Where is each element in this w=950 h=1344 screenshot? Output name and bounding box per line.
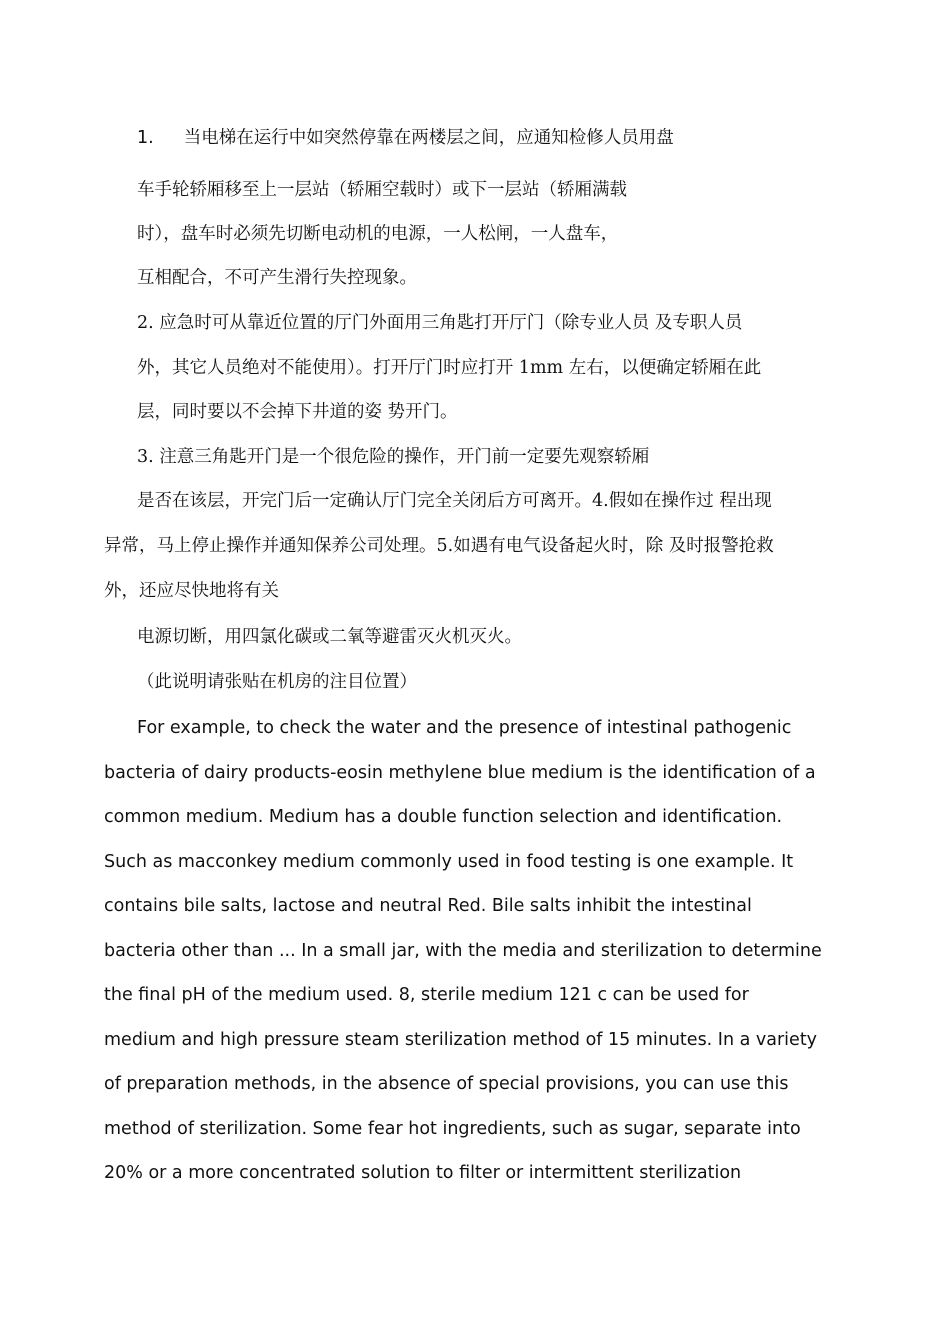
line-text: 当电梯在运行中如突然停靠在两楼层之间，应通知检修人员用盘 bbox=[183, 128, 674, 148]
paragraph-line bbox=[137, 126, 674, 150]
paragraph-line: contains bile salts, lactose and neutral Red. Bile salts inhibit the intestinal bbox=[104, 896, 752, 916]
notice-line: （此说明请张贴在机房的注目位置） bbox=[137, 672, 417, 692]
paragraph-line: 时），盘车时必须先切断电动机的电源，一人松闸，一人盘车， bbox=[137, 224, 619, 244]
paragraph-line: 3. 注意三角匙开门是一个很危险的操作，开门前一定要先观察轿厢 bbox=[137, 447, 650, 467]
paragraph-line: 外，还应尽快地将有关 bbox=[104, 581, 279, 601]
paragraph-line: bacteria other than ... In a small jar, with the media and sterilization to determine bbox=[104, 941, 822, 961]
list-number: 1. bbox=[137, 128, 154, 148]
paragraph-line: bacteria of dairy products-eosin methylene blue medium is the identification of a bbox=[104, 763, 816, 783]
paragraph-line: 2. 应急时可从靠近位置的厅门外面用三角匙打开厅门（除专业人员 及专职人员 bbox=[137, 313, 743, 333]
paragraph-line: 层，同时要以不会掉下井道的姿 势开门。 bbox=[137, 402, 458, 422]
paragraph-line: the final pH of the medium used. 8, sterile medium 121 c can be used for bbox=[104, 985, 749, 1005]
paragraph-line: 20% or a more concentrated solution to filter or intermittent sterilization bbox=[104, 1163, 742, 1183]
paragraph-line: 电源切断，用四氯化碳或二氧等避雷灭火机灭火。 bbox=[137, 627, 522, 647]
paragraph-line: Such as macconkey medium commonly used in food testing is one example. It bbox=[104, 852, 794, 872]
paragraph-line: medium and high pressure steam sterilization method of 15 minutes. In a variety bbox=[104, 1030, 818, 1050]
paragraph-line: of preparation methods, in the absence of special provisions, you can use this bbox=[104, 1074, 789, 1094]
paragraph-line: 外，其它人员绝对不能使用）。打开厅门时应打开 1mm 左右，以便确定轿厢在此 bbox=[137, 358, 762, 378]
paragraph-line: 互相配合，不可产生滑行失控现象。 bbox=[137, 268, 417, 288]
paragraph-line: 异常，马上停止操作并通知保养公司处理。5.如遇有电气设备起火时，除 及时报警抢救 bbox=[104, 536, 774, 556]
paragraph-line: 是否在该层，开完门后一定确认厅门完全关闭后方可离开。4.假如在操作过 程出现 bbox=[137, 491, 772, 511]
paragraph-line: method of sterilization. Some fear hot ingredients, such as sugar, separate into bbox=[104, 1119, 801, 1139]
paragraph-line: For example, to check the water and the presence of intestinal pathogenic bbox=[137, 718, 792, 738]
paragraph-line: common medium. Medium has a double function selection and identification. bbox=[104, 807, 783, 827]
paragraph-line: 车手轮轿厢移至上一层站（轿厢空载时）或下一层站（轿厢满载 bbox=[137, 180, 627, 200]
